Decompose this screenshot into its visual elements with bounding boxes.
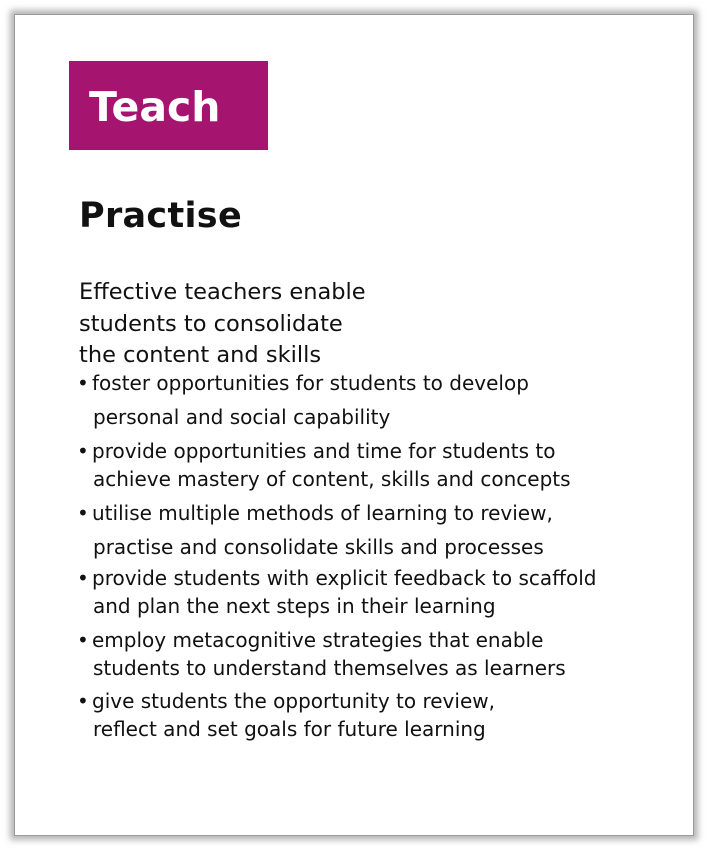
bullet-line: employ metacognitive strategies that enable [92,628,544,652]
bullet-line: utilise multiple methods of learning to review, [92,501,553,525]
teach-badge [69,61,268,150]
bullet-line: and plan the next steps in their learning [93,594,496,618]
bullet-line: give students the opportunity to review, [92,689,495,713]
bullet-symbol: • [77,628,89,652]
bullet-line: provide opportunities and time for students to [92,439,556,463]
bullet-item [77,437,571,493]
intro-line: Effective teachers enable [79,279,366,305]
bullet-item [77,564,596,620]
bullet-line: achieve mastery of content, skills and concepts [93,467,571,491]
bullet-symbol: • [77,566,89,590]
intro-line: the content and skills [79,342,322,368]
bullet-line: practise and consolidate skills and processes [93,535,544,559]
bullet-line: students to understand themselves as learners [93,656,566,680]
bullet-line: foster opportunities for students to develop [92,371,529,395]
bullet-symbol: • [77,689,89,713]
section-heading: Practise [79,196,242,236]
intro-text [79,277,409,372]
bullet-item [77,687,495,743]
bullet-item [77,369,529,431]
bullet-line: provide students with explicit feedback to scaffold [92,566,597,590]
bullet-item [77,626,566,682]
bullet-symbol: • [77,501,89,525]
bullet-line: personal and social capability [93,405,391,429]
bullet-symbol: • [77,439,89,463]
bullet-line: reflect and set goals for future learning [93,717,486,741]
content-card [14,14,694,836]
bullet-item [77,499,553,561]
intro-line: students to consolidate [79,310,343,337]
bullet-symbol: • [77,371,89,395]
teach-badge-label: Teach [89,83,221,131]
